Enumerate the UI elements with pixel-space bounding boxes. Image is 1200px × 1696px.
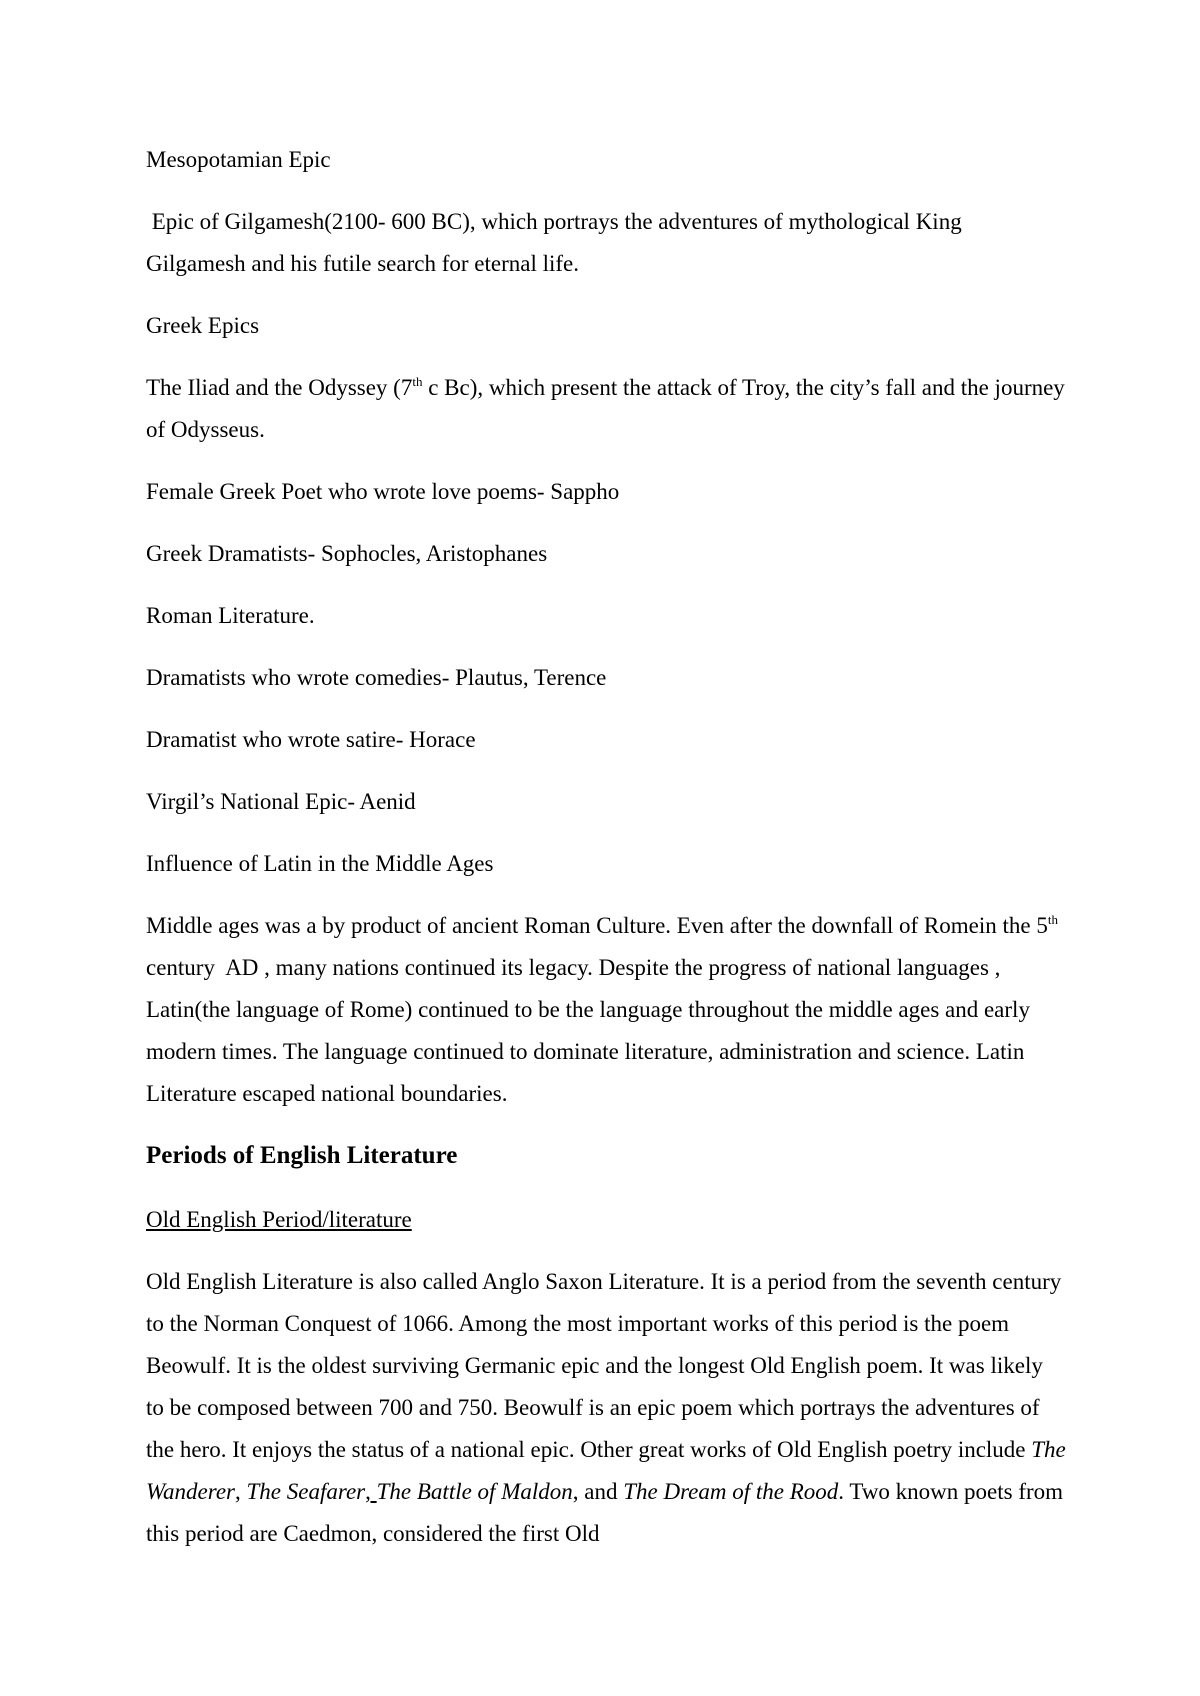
line-sappho: Female Greek Poet who wrote love poems- Sappho xyxy=(146,479,620,504)
middle-ages-superscript: th xyxy=(1047,912,1058,927)
heading-greek-epics: Greek Epics xyxy=(146,313,260,338)
work-title-maldon: The Battle of Maldon xyxy=(376,1479,573,1504)
separator: , xyxy=(365,1479,377,1504)
middle-ages-text-end: century AD , many nations continued its legacy. Despite the progress of national languages , Latin(the language of Rome) continued to be the language throughout the middle ages and early modern times. The language continued to dominate literature, administration and science. Latin Literature escaped national boundaries. xyxy=(146,913,1064,1106)
iliad-text-end: c Bc), which present the attack of Troy, the city’s fall and the journey of Odysseus. xyxy=(146,375,1065,442)
work-title-wanderer: The Wanderer xyxy=(146,1437,1066,1504)
separator: , xyxy=(235,1479,247,1504)
work-title-rood: The Dream of the Rood xyxy=(623,1479,839,1504)
line-satire: Dramatist who wrote satire- Horace xyxy=(146,727,476,752)
document-body xyxy=(146,139,1066,1575)
line-greek-dramatists: Greek Dramatists- Sophocles, Aristophanes xyxy=(146,541,548,566)
paragraph-iliad-odyssey xyxy=(146,367,1066,451)
heading-latin-influence: Influence of Latin in the Middle Ages xyxy=(146,851,494,876)
iliad-superscript: th xyxy=(412,374,423,389)
paragraph-gilgamesh: Epic of Gilgamesh(2100- 600 BC), which portrays the adventures of mythological King Gilgamesh and his futile search for eternal life. xyxy=(146,209,968,276)
heading-mesopotamian-epic: Mesopotamian Epic xyxy=(146,147,331,172)
subheading-old-english-period: Old English Period/literature xyxy=(146,1207,412,1232)
work-title-seafarer: The Seafarer xyxy=(246,1479,366,1504)
iliad-text-start: The Iliad and the Odyssey (7 xyxy=(146,375,413,400)
heading-roman-literature: Roman Literature. xyxy=(146,603,315,628)
separator: , and xyxy=(572,1479,624,1504)
heading-periods-english-literature: Periods of English Literature xyxy=(146,1142,458,1169)
middle-ages-text-start: Middle ages was a by product of ancient Roman Culture. Even after the downfall of Romein the 5 xyxy=(146,913,1048,938)
old-english-text: Old English Literature is also called Anglo Saxon Literature. It is a period from the seventh century to the Norman Conquest of 1066. Among the most important works of this period is the poem Beowulf. It is the oldest surviving Germanic epic and the longest Old English poem. It was likely to be composed between 700 and 750. Beowulf is an epic poem which portrays the adventures of the hero. It enjoys the status of a national epic. Other great works of Old English poetry include xyxy=(146,1269,1062,1462)
line-comedies: Dramatists who wrote comedies- Plautus, Terence xyxy=(146,665,607,690)
paragraph-old-english xyxy=(146,1261,1066,1555)
old-english-text-continued: . Two known poets from this period are Caedmon, considered the first Old xyxy=(146,1479,1064,1546)
paragraph-middle-ages xyxy=(146,905,1066,1115)
line-virgil: Virgil’s National Epic- Aenid xyxy=(146,789,416,814)
